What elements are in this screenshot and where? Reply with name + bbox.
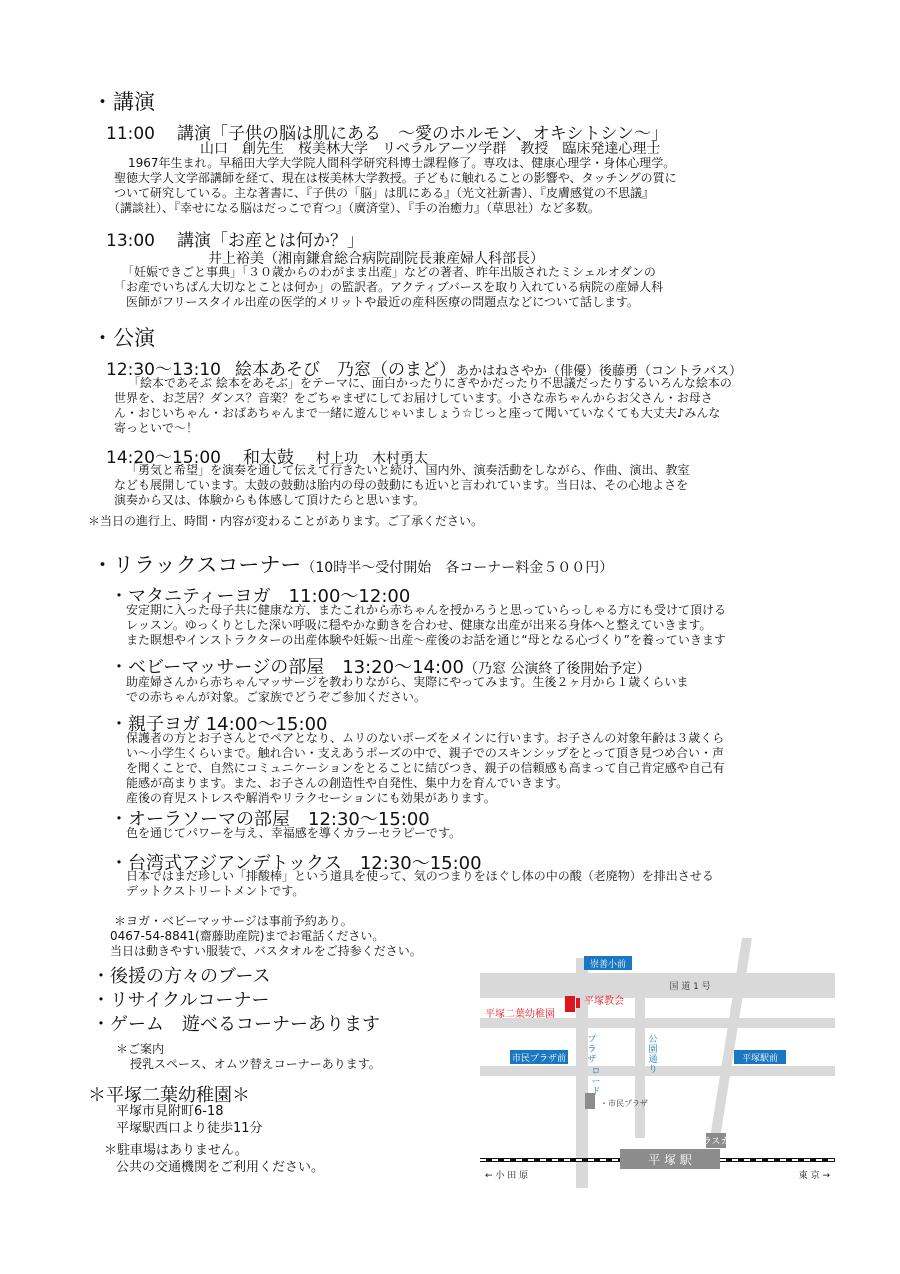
venue-address — [116, 1103, 263, 1137]
relax-subheading: （10時半～受付開始 各コーナー料金５００円） — [301, 560, 614, 576]
desc-line: （講談社）、『幸せになる脳はだっこで育つ』（廣済堂）、『手の治癒力』（草思社）など多数。 — [108, 201, 601, 215]
desc-line: ん・おじいちゃん・おばあちゃんまで一緒に遊んじゃいましょう☆じっと座って聞いていなくても大丈夫♪みんな — [114, 406, 721, 420]
guide-line: 授乳スペース、オムツ替えコーナーあります。 — [130, 1057, 381, 1071]
svg-text:ラ: ラ — [587, 1045, 597, 1055]
guide-title: ＊ご案内 — [116, 1042, 165, 1056]
lecture2-time: 13:00 — [106, 231, 155, 251]
relax-detox-description — [126, 869, 714, 899]
svg-text:プ: プ — [587, 1035, 597, 1045]
reservation-line: 当日は動きやすい服装で、バスタオルをご持参ください。 — [110, 944, 422, 958]
lecture2-description — [114, 265, 663, 310]
reservation-phone: 0467-54-8841(齋藤助産院)までお電話ください。 — [110, 929, 385, 943]
bus-stop-shimin-label: 市民プラザ前 — [511, 1054, 567, 1064]
desc-line: 「勇気と希望」を演奏を通して伝えて行きたいと続け、国内外、演奏活動をしながら、作曲、演出、教室 — [126, 463, 690, 477]
desc-line: での赤ちゃんが対象。ご家族でどうぞご参加ください。 — [126, 690, 427, 704]
desc-line: 色を通じてパワーを与え、幸福感を導くカラーセラピーです。 — [126, 826, 462, 840]
desc-line: 保護者の方とお子さんとでペアとなり、ムリのないポーズをメインに行います。お子さんの対象年齢は３歳くら — [126, 731, 725, 745]
relax-yoga-description — [126, 603, 726, 648]
lecture2-speaker: 井上裕美（湘南鎌倉総合病院副院長兼産婦人科部長） — [208, 251, 544, 267]
lasca-label: ラスカ — [702, 1137, 730, 1147]
parking-line: 公共の交通機関をご利用ください。 — [116, 1160, 325, 1175]
road-route1 — [480, 973, 835, 998]
station-label: 平 塚 駅 — [648, 1153, 692, 1167]
relax-parent-yoga-title: ・親子ヨガ 14:00～15:00 — [110, 714, 328, 735]
parking-title: ＊駐車場はありません。 — [104, 1143, 248, 1158]
svg-text:り: り — [648, 1065, 658, 1075]
reservation-note — [110, 914, 422, 959]
shimin-plaza-label: ・市民プラザ — [600, 1099, 648, 1108]
section-heading-relax — [92, 549, 613, 579]
desc-line: 演奏から又は、体験からも体感して頂けたらと思います。 — [114, 493, 426, 507]
venue-line: 平塚駅西口より徒歩11分 — [116, 1121, 263, 1136]
desc-line: 産後の育児ストレスや解消やリラクセーションにも効果があります。 — [126, 791, 496, 805]
booth-list — [92, 965, 380, 1037]
desc-line: 助産婦さんから赤ちゃんマッサージを教わりながら、実際にやってみます。生後２ヶ月から１歳くらいま — [126, 675, 689, 689]
lecture2-title: 講演「お産とは何か？」 — [177, 231, 364, 251]
booth-item: ・ゲーム 遊べるコーナーあります — [92, 1014, 380, 1035]
kindergarten-label: 平塚二葉幼稚園 — [485, 1009, 555, 1020]
schedule-notice: ＊当日の進行上、時間・内容が変わることがあります。ご了承ください。 — [88, 514, 484, 528]
park-street-label — [648, 1034, 657, 1075]
performance1-title: 絵本あそび 乃窓（のまど） — [234, 360, 456, 380]
desc-line: 「お産でいちばん大切なとことは何か」の監訳者。アクティブバースを取り入れている病院の産婦人科 — [114, 280, 664, 294]
svg-text:通: 通 — [648, 1055, 658, 1065]
desc-line: 寄っといで～！ — [114, 421, 199, 435]
desc-line: い～小学生くらいまで。触れ合い・支えあうポーズの中で、親子でのスキンシップをとって頂き見つめ合い・声 — [126, 746, 725, 760]
plaza-road-label — [587, 1034, 600, 1097]
guide-note — [116, 1042, 381, 1072]
desc-line: 「絵本であそぶ 絵本をあそぶ」をテーマに、面白かったりにぎやかだったり不思議だったりするいろんな絵本の — [128, 376, 732, 390]
desc-line: 能感が高まります。また、お子さんの創造性や自発性、集中力を育んでいきます。 — [126, 776, 569, 790]
kindergarten-marker — [565, 996, 575, 1012]
relax-detox-title: ・台湾式アジアンデトックス 12:30～15:00 — [110, 853, 482, 874]
relax-baby-note: （乃窓 公演終了後開始予定） — [463, 661, 651, 677]
route1-label: 国 道 1 号 — [669, 982, 711, 992]
performance2-description — [114, 463, 690, 508]
desc-line: レッスン。ゆっくりとした深い呼吸に穏やかな動きを合わせ、健康な出産が出来る身体へと整えていきます。 — [126, 618, 712, 632]
lecture1-speaker: 山口 創先生 桜美林大学 リベラルアーツ学群 教授 臨床発達心理士 — [200, 141, 661, 157]
reservation-line: ＊ヨガ・ベビーマッサージは事前予約あり。 — [114, 914, 353, 928]
church-marker — [576, 998, 580, 1008]
performance1-cast: あかはねさやか（俳優）後藤勇（コントラバス） — [455, 364, 742, 379]
relax-aura-description — [126, 826, 461, 841]
desc-line: 日本ではまだ珍しい「排酸棒」という道具を使って、気のつまりをほぐし体の中の酸（老廃物）を排出させる — [126, 869, 714, 883]
desc-line: デットクストリートメントです。 — [126, 884, 305, 898]
relax-baby-title: ・ベビーマッサージの部屋 13:20～14:00 — [110, 657, 464, 678]
parking-note — [104, 1142, 324, 1176]
performance1-time: 12:30～13:10 — [106, 360, 221, 380]
bus-stop-station-label: 平塚駅前 — [741, 1054, 779, 1064]
venue-line: 平塚市見附町6-18 — [116, 1104, 224, 1119]
desc-line: 1967年生まれ。早稲田大学大学院人間科学研究科博士課程修了。専攻は、健康心理学・身体心理学。 — [128, 156, 676, 170]
lecture1-time: 11:00 — [106, 124, 155, 144]
desc-line: を聞くことで、自然にコミュニケーションをとることに結びつき、親子の信頼感も高まって自己肯定感や自己有 — [126, 761, 725, 775]
bus-stop-suzen-label: 崇善小前 — [589, 960, 627, 970]
booth-item: ・後援の方々のブース — [92, 966, 271, 987]
performance2-time: 14:20～15:00 — [106, 448, 221, 468]
svg-text:ロ: ロ — [591, 1067, 601, 1077]
desc-line: 安定期に入った母子共に健康な方、またこれから赤ちゃんを授かろうと思っていらっしゃる方にも受けて頂ける — [126, 603, 727, 617]
lecture1-title: 講演「子供の脳は肌にある ～愛のホルモン、オキシトシン～」 — [177, 124, 669, 144]
church-label: 平塚教会 — [584, 996, 624, 1007]
desc-line: ついて研究している。主な著書に、『子供の「脳」は肌にある』（光文社新書）、『皮膚感覚の不思議』 — [114, 186, 655, 200]
section-heading-performances: ・公演 — [92, 326, 155, 350]
booth-item: ・リサイクルコーナー — [92, 990, 270, 1011]
desc-line: なども展開しています。太鼓の鼓動は胎内の母の鼓動にも近いと言われています。当日は、その心地よさを — [114, 478, 689, 492]
svg-text:ー: ー — [591, 1077, 601, 1087]
relax-yoga-title: ・マタニティーヨガ 11:00～12:00 — [110, 586, 411, 607]
desc-line: また瞑想やインストラクターの出産体験や妊娠～出産～産後のお話を通じ“母となる心づくり”を養っていきます — [126, 633, 726, 647]
tokyo-direction: 東 京 → — [798, 1171, 830, 1181]
svg-text:ド: ド — [591, 1087, 601, 1097]
desc-line: 世界を、お芝居？ダンス？音楽？をごちゃまぜにしてお届けしています。小さな赤ちゃんからお父さん・お母さ — [114, 391, 713, 405]
relax-baby-description — [126, 675, 688, 705]
odawara-direction: ← 小 田 原 — [485, 1171, 529, 1181]
lecture1-description — [108, 156, 677, 216]
relax-parent-yoga-description — [126, 731, 725, 806]
svg-text:ザ: ザ — [587, 1055, 597, 1065]
venue-name: ＊平塚二葉幼稚園＊ — [88, 1085, 250, 1106]
svg-text:公: 公 — [648, 1035, 658, 1045]
road-park — [635, 998, 645, 1138]
relax-heading: ・リラックスコーナー — [92, 553, 302, 577]
performance2-title: 和太鼓 — [242, 448, 294, 468]
desc-line: 「妊娠できごと事典」「３０歳からのわがまま出産」などの著者、昨年出版されたミシェルオダンの — [122, 265, 656, 279]
section-heading-lectures: ・講演 — [92, 90, 155, 114]
desc-line: 聖徳大学人文学部講師を経て、現在は桜美林大学教授。子どもに触れることの影響や、タッチングの質に — [114, 171, 677, 185]
svg-text:園: 園 — [648, 1045, 658, 1055]
access-map — [480, 938, 850, 1193]
desc-line: 医師がフリースタイル出産の医学的メリットや最近の産科医療の問題点などについて話します。 — [126, 295, 640, 309]
road-diagonal — [710, 938, 752, 1138]
road-plaza — [576, 958, 588, 1188]
performance1-description — [114, 376, 732, 436]
performance2-cast: 村上功 木村勇太 — [315, 451, 428, 467]
relax-aura-title: ・オーラソーマの部屋 12:30～15:00 — [110, 809, 430, 830]
